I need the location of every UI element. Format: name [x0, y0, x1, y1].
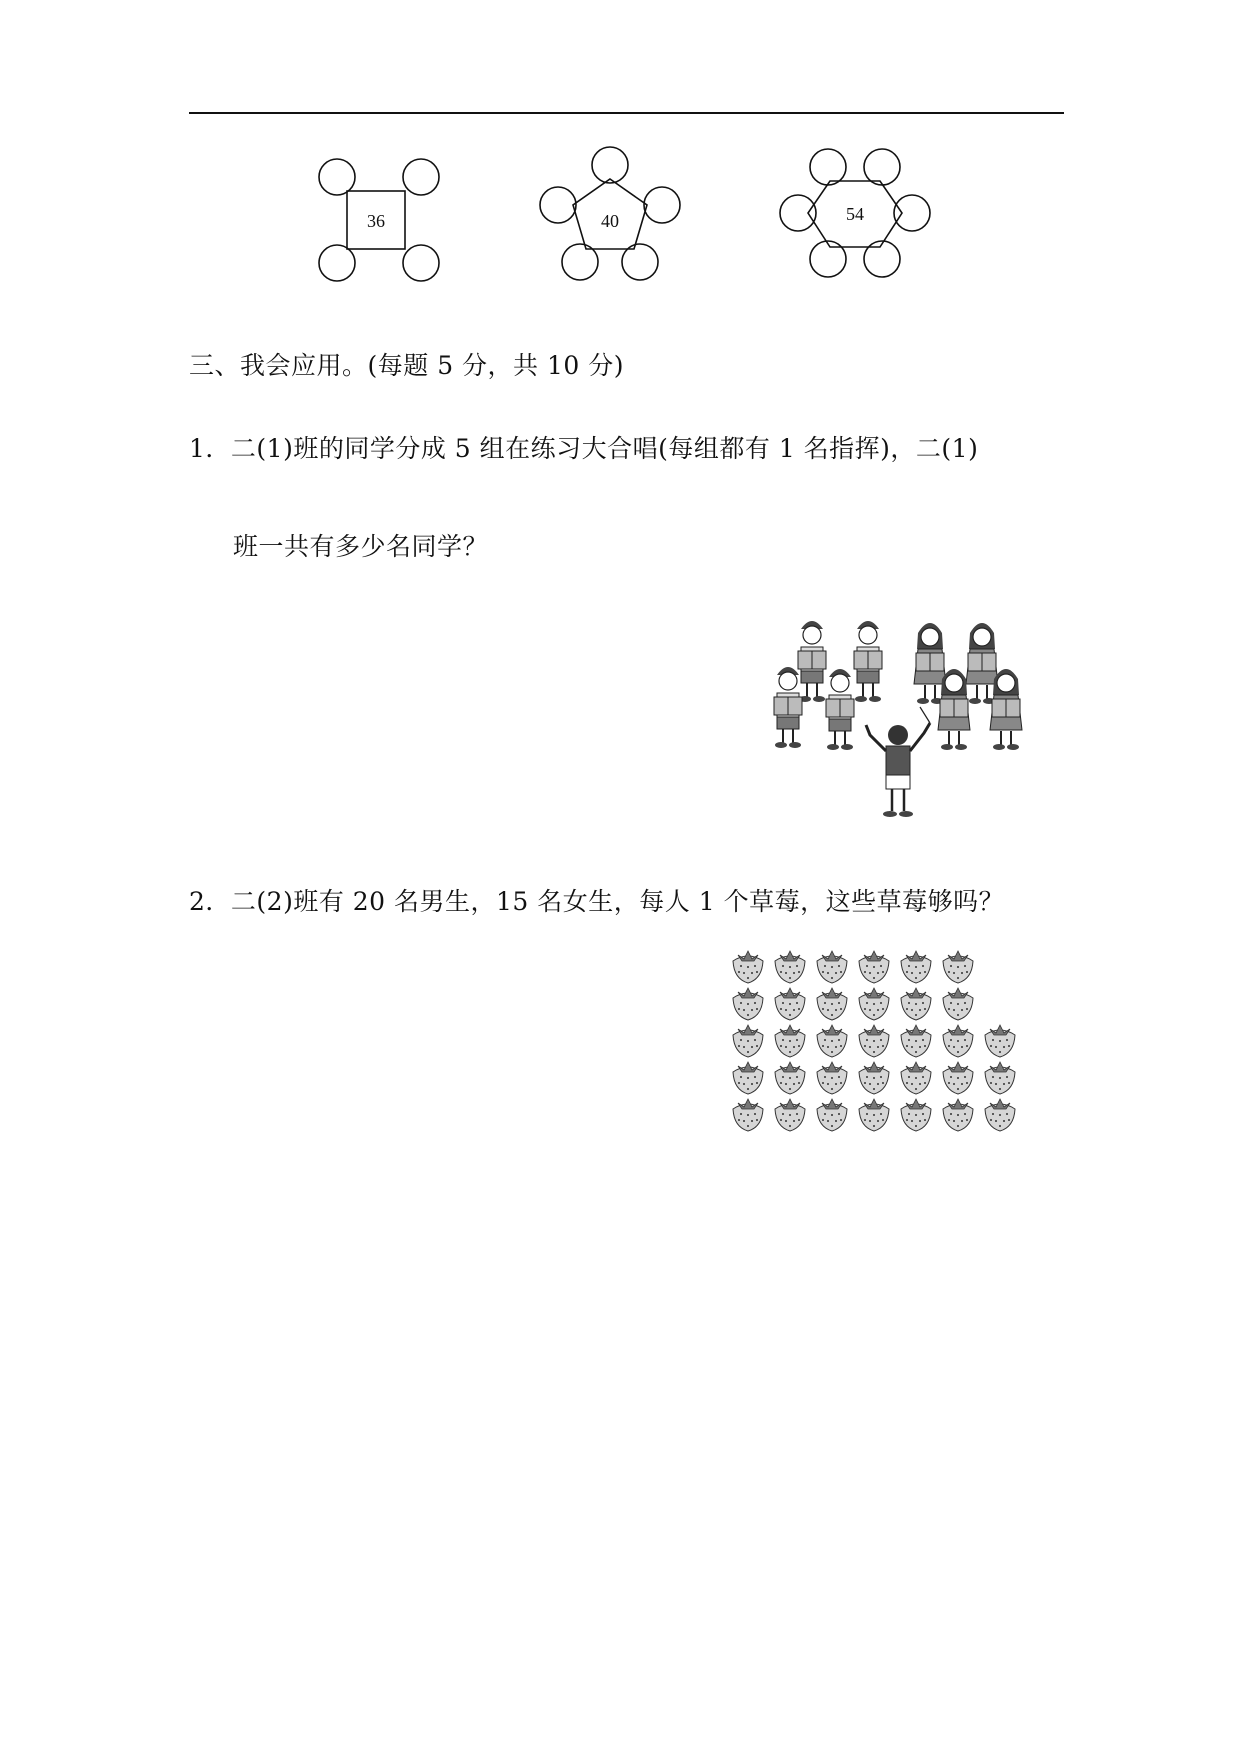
- strawberry: [817, 1099, 847, 1131]
- answer-circle[interactable]: [562, 244, 598, 280]
- answer-circle[interactable]: [810, 241, 846, 277]
- strawberry: [817, 1062, 847, 1094]
- strawberry: [817, 988, 847, 1020]
- answer-circle[interactable]: [592, 147, 628, 183]
- conductor: [866, 707, 930, 817]
- pentagon-center-value: 40: [601, 211, 619, 231]
- strawberry: [985, 1099, 1015, 1131]
- square-center-value: 36: [367, 211, 385, 231]
- question-1-line-1: 1．二(1)班的同学分成 5 组在练习大合唱(每组都有 1 名指挥)，二(1): [189, 434, 979, 463]
- strawberry: [775, 1062, 805, 1094]
- answer-circle[interactable]: [403, 159, 439, 195]
- strawberry: [943, 1099, 973, 1131]
- answer-circle[interactable]: [319, 245, 355, 281]
- answer-circle[interactable]: [644, 187, 680, 223]
- strawberry: [733, 951, 763, 983]
- square-puzzle: [315, 145, 445, 285]
- answer-circle[interactable]: [622, 244, 658, 280]
- singer-boy: [826, 669, 854, 750]
- strawberry: [817, 1025, 847, 1057]
- answer-circle[interactable]: [864, 241, 900, 277]
- answer-circle[interactable]: [319, 159, 355, 195]
- question-2: 2．二(2)班有 20 名男生，15 名女生，每人 1 个草莓，这些草莓够吗？: [189, 887, 1005, 916]
- answer-circle[interactable]: [403, 245, 439, 281]
- singer-girl: [938, 669, 970, 750]
- strawberry: [775, 1025, 805, 1057]
- strawberry: [901, 1099, 931, 1131]
- section-heading: 三、我会应用。(每题 5 分，共 10 分): [189, 351, 625, 380]
- strawberry: [775, 988, 805, 1020]
- strawberry: [943, 951, 973, 983]
- strawberry: [985, 1025, 1015, 1057]
- strawberry: [901, 1062, 931, 1094]
- top-rule: [189, 112, 1064, 114]
- hexagon-center-value: 54: [846, 204, 864, 224]
- strawberry: [733, 1025, 763, 1057]
- strawberry: [943, 1025, 973, 1057]
- singer-girl: [990, 669, 1022, 750]
- strawberry-illustration: [728, 945, 1038, 1140]
- strawberry: [901, 1025, 931, 1057]
- question-1-line-2: 班一共有多少名同学？: [233, 532, 489, 561]
- strawberry: [901, 988, 931, 1020]
- strawberry: [775, 951, 805, 983]
- strawberry: [985, 1062, 1015, 1094]
- strawberry: [733, 1099, 763, 1131]
- strawberry: [859, 1099, 889, 1131]
- strawberry: [901, 951, 931, 983]
- answer-circle[interactable]: [810, 149, 846, 185]
- pentagon-puzzle: [540, 145, 680, 285]
- answer-circle[interactable]: [780, 195, 816, 231]
- singer-boy: [798, 621, 826, 702]
- strawberry: [943, 988, 973, 1020]
- hexagon-puzzle: [780, 145, 930, 285]
- strawberry: [775, 1099, 805, 1131]
- strawberry: [943, 1062, 973, 1094]
- singer-boy: [854, 621, 882, 702]
- answer-circle[interactable]: [540, 187, 576, 223]
- strawberry: [733, 988, 763, 1020]
- strawberry: [859, 988, 889, 1020]
- choir-illustration: [770, 615, 1035, 825]
- singer-boy: [774, 667, 802, 748]
- strawberry: [859, 951, 889, 983]
- strawberry: [817, 951, 847, 983]
- answer-circle[interactable]: [894, 195, 930, 231]
- answer-circle[interactable]: [864, 149, 900, 185]
- strawberry: [859, 1025, 889, 1057]
- strawberry: [859, 1062, 889, 1094]
- strawberry: [733, 1062, 763, 1094]
